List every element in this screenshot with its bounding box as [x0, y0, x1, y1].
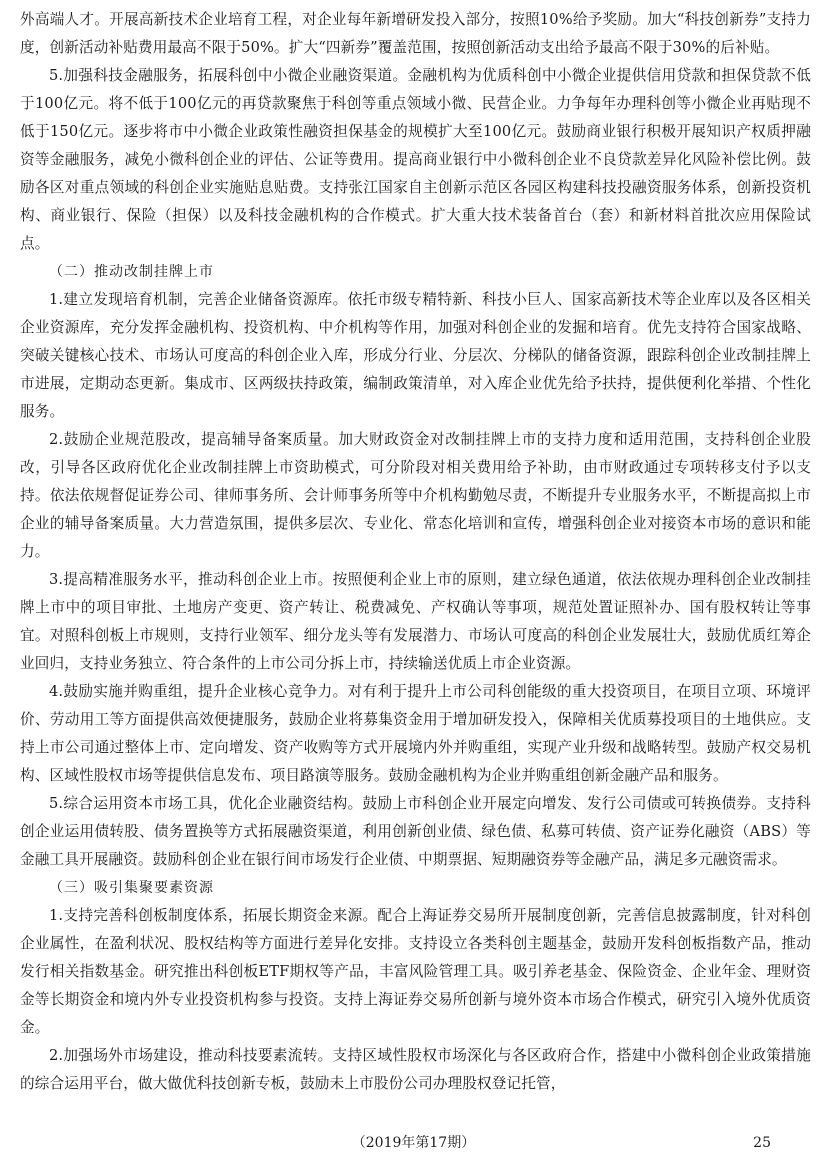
section-heading-resources: （三）吸引集聚要素资源 [49, 880, 214, 896]
section-heading-listing: （二）推动改制挂牌上市 [49, 264, 214, 280]
article-body [20, 6, 811, 1098]
page-footer [0, 1131, 827, 1155]
paragraph-star-market: 1.支持完善科创板制度体系，拓展长期资金来源。配合上海证券交易所开展制度创新，完善信息披露制度，针对科创企业属性，在盈利状况、股权结构等方面进行差异化安排。支持设立各类科创主题基金，鼓励开发科创板指数产品，推动发行相关指数基金。研究推出科创板ETF期权等产品，丰富风险管理工具。吸引养老基金、保险资金、企业年金、理财资金等长期资金和境内外专业投资机构参与投资。支持上海证券交易所创新与境外资本市场合作模式，研究引入境外优质资金。 [20, 907, 811, 1036]
paragraph-restructuring: 2.鼓励企业规范股改，提高辅导备案质量。加大财政资金对改制挂牌上市的支持力度和适用范围，支持科创企业股改，引导各区政府优化企业改制挂牌上市资助模式，可分阶段对相关费用给予补助，由市财政通过专项转移支付予以支持。依法依规督促证券公司、律师事务所、会计师事务所等中介机构勤勉尽责，不断提升专业服务水平，不断提高拟上市企业的辅导备案质量。大力营造氛围，提供多层次、专业化、常态化培训和宣传，增强科创企业对接资本市场的意识和能力。 [20, 431, 811, 560]
page-number: 25 [753, 1135, 771, 1151]
paragraph-sci-finance: 5.加强科技金融服务，拓展科创中小微企业融资渠道。金融机构为优质科创中小微企业提供信用贷款和担保贷款不低于100亿元。将不低于100亿元的再贷款聚焦于科创等重点领域小微、民营企业。力争每年办理科创等小微企业再贴现不低于150亿元。逐步将市中小微企业政策性融资担保基金的规模扩大至100亿元。鼓励商业银行积极开展知识产权质押融资等金融服务，减免小微科创企业的评估、公证等费用。提高商业银行中小微科创企业不良贷款差异化风险补偿比例。鼓励各区对重点领域的科创企业实施贴息贴费。支持张江国家自主创新示范区各园区构建科技投融资服务体系，创新投资机构、商业银行、保险（担保）以及科技金融机构的合作模式。扩大重大技术装备首台（套）和新材料首批次应用保险试点。 [20, 67, 811, 252]
issue-label: （2019年第17期） [351, 1135, 476, 1151]
paragraph-otc-market: 2.加强场外市场建设，推动科技要素流转。支持区域性股权市场深化与各区政府合作，搭建中小微科创企业政策措施的综合运用平台，做大做优科技创新专板，鼓励未上市股份公司办理股权登记托管， [20, 1047, 811, 1092]
paragraph-mergers: 4.鼓励实施并购重组，提升企业核心竞争力。对有利于提升上市公司科创能级的重大投资项目，在项目立项、环境评价、劳动用工等方面提供高效便捷服务，鼓励企业将募集资金用于增加研发投入，保障相关优质募投项目的土地供应。支持上市公司通过整体上市、定向增发、资产收购等方式开展境内外并购重组，实现产业升级和战略转型。鼓励产权交易机构、区域性股权市场等提供信息发布、项目路演等服务。鼓励金融机构为企业并购重组创新金融产品和服务。 [20, 683, 811, 784]
paragraph-precise-service: 3.提高精准服务水平，推动科创企业上市。按照便利企业上市的原则，建立绿色通道，依法依规办理科创企业改制挂牌上市中的项目审批、土地房产变更、资产转让、税费减免、产权确认等事项，规范处置证照补办、国有股权转让等事宜。对照科创板上市规则，支持行业领军、细分龙头等有发展潜力、市场认可度高的科创企业发展壮大，鼓励优质红筹企业回归，支持业务独立、符合条件的上市公司分拆上市，持续输送优质上市企业资源。 [20, 571, 811, 672]
paragraph-reserve-pool: 1.建立发现培育机制，完善企业储备资源库。依托市级专精特新、科技小巨人、国家高新技术等企业库以及各区相关企业资源库，充分发挥金融机构、投资机构、中介机构等作用，加强对科创企业的发掘和培育。优先支持符合国家战略、突破关键核心技术、市场认可度高的科创企业入库，形成分行业、分层次、分梯队的储备资源，跟踪科创企业改制挂牌上市进展，定期动态更新。集成市、区两级扶持政策，编制政策清单，对入库企业优先给予扶持，提供便利化举措、个性化服务。 [20, 291, 811, 420]
paragraph-capital-tools: 5.综合运用资本市场工具，优化企业融资结构。鼓励上市科创企业开展定向增发、发行公司债或可转换债券。支持科创企业运用债转股、债务置换等方式拓展融资渠道，利用创新创业债、绿色债、私募可转债、资产证券化融资（ABS）等金融工具开展融资。鼓励科创企业在银行间市场发行企业债、中期票据、短期融资券等金融产品，满足多元融资需求。 [20, 795, 811, 868]
paragraph-continued: 外高端人才。开展高新技术企业培育工程，对企业每年新增研发投入部分，按照10%给予奖励。加大“科技创新券”支持力度，创新活动补贴费用最高不限于50%。扩大“四新券”覆盖范围，按照创新活动支出给予最高不限于30%的后补贴。 [20, 11, 811, 56]
